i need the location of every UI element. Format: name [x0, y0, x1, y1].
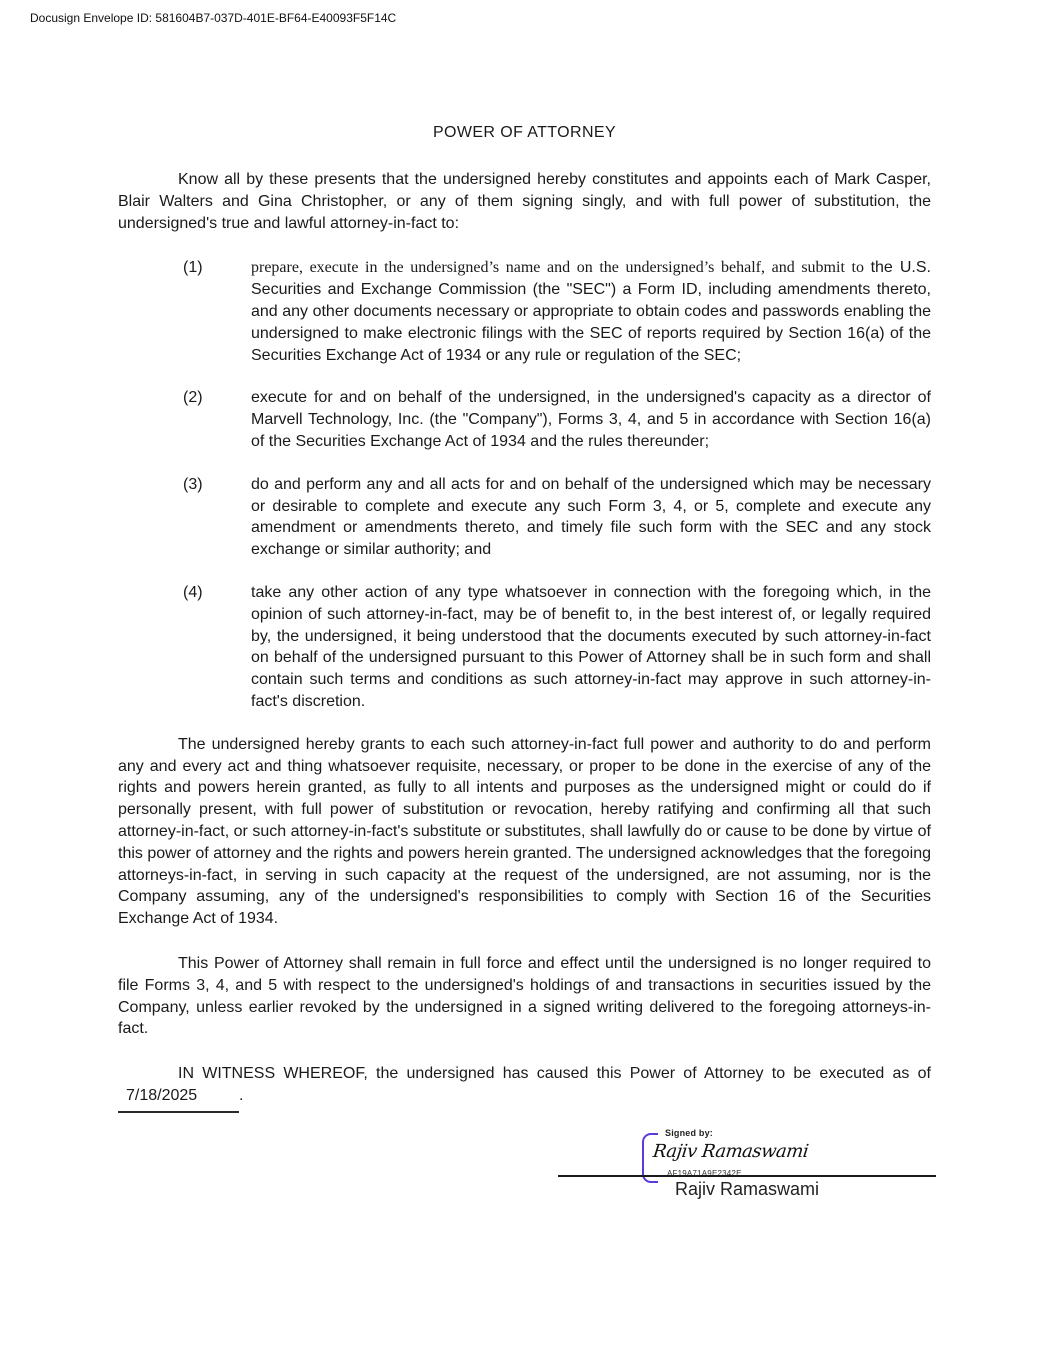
list-item-2-text: execute for and on behalf of the undersigned, in the undersigned's capacity as a director of Marvell Technology, Inc. (the "Company"), Forms 3, 4, and 5 in accordance with Section 16(a) of the Securities Exchange Act of 1934 and the rules thereunder; [251, 389, 931, 450]
list-item-4-number: (4) [183, 583, 203, 601]
execution-date-line [118, 1085, 931, 1113]
signature-line [558, 1175, 936, 1177]
list-item-3-text: do and perform any and all acts for and on behalf of the undersigned which may be necessary or desirable to complete and execute any such Form 3, 4, or 5, complete and execute any amendment or amendments thereto, and timely file such form with the SEC and any stock exchange or similar authority; and [251, 475, 931, 559]
list-item-1-text: the U.S. Securities and Exchange Commission (the "SEC") a Form ID, including amendments thereto, and any other documents necessary or appropriate to obtain codes and passwords enabling the undersigned to make electronic filings with the SEC of reports required by Section 16(a) of the Securities Exchange Act of 1934 or any rule or regulation of the SEC; [251, 259, 931, 364]
list-item-2-number: (2) [183, 389, 203, 407]
list-item-4 [118, 582, 931, 713]
list-item-1-number: (1) [183, 259, 203, 277]
duration-paragraph: This Power of Attorney shall remain in full force and effect until the undersigned is no longer required to file Forms 3, 4, and 5 with respect to the undersigned's holdings of and transactions in securities issued by the Company, unless earlier revoked by the undersigned in a signed writing delivered to the foregoing attorneys-in-fact. [118, 954, 931, 1038]
list-item-1 [118, 257, 931, 366]
docusign-envelope-id: Docusign Envelope ID: 581604B7-037D-401E-BF64-E40093F5F14C [30, 11, 397, 25]
intro-paragraph: Know all by these presents that the undersigned hereby constitutes and appoints each of Mark Casper, Blair Walters and Gina Christopher, or any of them signing singly, and with full power of substitution, the undersigned's true and lawful attorney-in-fact to: [118, 171, 931, 232]
page-title: POWER OF ATTORNEY [432, 124, 617, 141]
docusign-signature-id: AF19A71A9E2342E... [667, 1168, 749, 1178]
list-item-2 [118, 387, 931, 452]
list-item-1-lead: prepare, execute in the undersigned’s name and on the undersigned’s behalf, and submit to [251, 259, 871, 277]
signature-block [118, 1129, 931, 1215]
signer-printed-name: Rajiv Ramaswami [674, 1178, 820, 1199]
list-item-3-number: (3) [183, 475, 203, 493]
execution-date-field [118, 1085, 239, 1113]
document-body [118, 124, 931, 1215]
grant-paragraph: The undersigned hereby grants to each such attorney-in-fact full power and authority to do and perform any and every act and thing whatsoever requisite, necessary, or proper to be done in the exercise of any of the rights and powers herein granted, as fully to all intents and purposes as the undersigned might or could do if personally present, with full power of substitution or revocation, hereby ratifying and confirming all that such attorney-in-fact, or such attorney-in-fact's substitute or substitutes, shall lawfully do or cause to be done by virtue of this power of attorney and the rights and powers herein granted. The undersigned acknowledges that the foregoing attorneys-in-fact, in serving in such capacity at the request of the undersigned, are not assuming, nor is the Company assuming, any of the undersigned's responsibilities to comply with Section 16 of the Securities Exchange Act of 1934. [118, 735, 931, 928]
list-item-4-text: take any other action of any type whatsoever in connection with the foregoing which, in the opinion of such attorney-in-fact, may be of benefit to, in the best interest of, or legally required by, the undersigned, it being understood that the documents executed by such attorney-in-fact on behalf of the undersigned pursuant to this Power of Attorney shall be in such form and shall contain such terms and conditions as such attorney-in-fact may approve in such attorney-in-fact's discretion. [251, 583, 931, 710]
date-period: . [239, 1086, 244, 1104]
signed-by-label: Signed by: [665, 1127, 714, 1138]
list-item-3 [118, 474, 931, 561]
witness-clause: IN WITNESS WHEREOF, the undersigned has caused this Power of Attorney to be executed as of [178, 1065, 931, 1083]
signature-handwriting: Rajiv Ramaswami [651, 1140, 810, 1162]
execution-date-value: 7/18/2025 [126, 1086, 198, 1104]
